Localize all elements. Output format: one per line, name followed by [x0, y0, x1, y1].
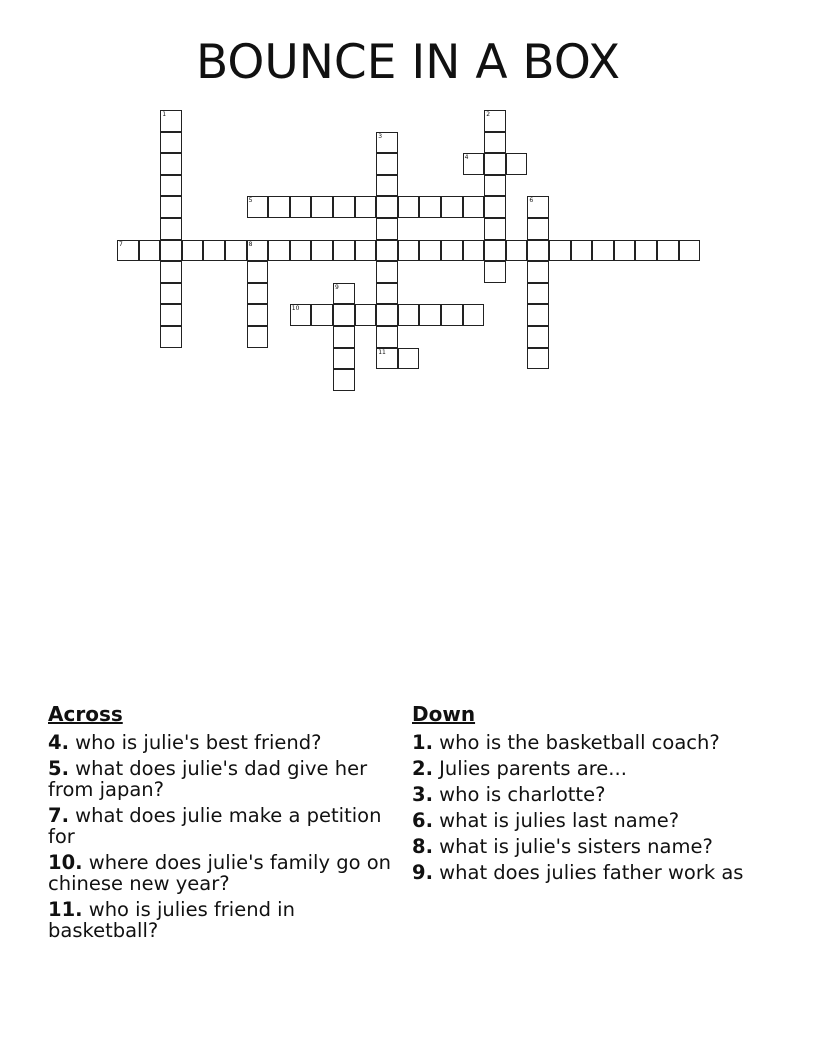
clue-number: 5. [48, 757, 69, 780]
grid-cell[interactable] [290, 240, 312, 262]
grid-cell[interactable] [376, 304, 398, 326]
clue-across-4 [48, 732, 393, 753]
cell-number: 8 [248, 240, 253, 248]
grid-cell[interactable] [398, 196, 420, 218]
grid-cell[interactable] [657, 240, 679, 262]
grid-cell[interactable] [247, 196, 269, 218]
cell-number: 7 [119, 240, 123, 248]
clue-down-6 [412, 810, 762, 831]
grid-cell[interactable] [679, 240, 701, 262]
grid-cell[interactable] [527, 326, 549, 348]
grid-cell[interactable] [355, 240, 377, 262]
grid-cell[interactable] [419, 196, 441, 218]
clue-text: what does julies father work as [432, 861, 744, 884]
clue-across-5 [48, 758, 393, 800]
puzzle-title: BOUNCE IN A BOX [195, 35, 621, 90]
grid-cell[interactable] [506, 153, 528, 175]
grid-cell[interactable] [160, 110, 182, 132]
clue-text: what is julies last name? [432, 809, 680, 832]
grid-cell[interactable] [527, 240, 549, 262]
clue-number: 9. [412, 861, 433, 884]
cell-number: 5 [248, 197, 253, 205]
grid-cell[interactable] [333, 196, 355, 218]
down-clues [412, 702, 762, 888]
grid-cell[interactable] [419, 304, 441, 326]
clue-number: 8. [412, 835, 433, 858]
grid-cell[interactable] [376, 175, 398, 197]
grid-cell[interactable] [463, 240, 485, 262]
grid-cell[interactable] [268, 240, 290, 262]
grid-cell[interactable] [463, 304, 485, 326]
grid-cell[interactable] [398, 304, 420, 326]
grid-cell[interactable] [484, 240, 506, 262]
grid-cell[interactable] [376, 348, 398, 370]
clue-text: who is julies friend in basketball? [48, 898, 295, 942]
clue-text: who is the basketball coach? [432, 731, 720, 754]
grid-cell[interactable] [247, 261, 269, 283]
clue-number: 11. [48, 898, 83, 921]
clue-across-7 [48, 805, 393, 847]
grid-cell[interactable] [484, 175, 506, 197]
grid-cell[interactable] [333, 283, 355, 305]
clue-down-2 [412, 758, 762, 779]
grid-cell[interactable] [484, 110, 506, 132]
grid-cell[interactable] [182, 240, 204, 262]
grid-cell[interactable] [376, 326, 398, 348]
grid-cell[interactable] [139, 240, 161, 262]
grid-cell[interactable] [635, 240, 657, 262]
grid-cell[interactable] [311, 240, 333, 262]
clue-number: 2. [412, 757, 433, 780]
cell-number: 4 [464, 154, 469, 162]
grid-cell[interactable] [398, 348, 420, 370]
across-clues [48, 702, 393, 946]
grid-cell[interactable] [527, 196, 549, 218]
grid-cell[interactable] [571, 240, 593, 262]
grid-cell[interactable] [376, 153, 398, 175]
grid-cell[interactable] [311, 196, 333, 218]
grid-cell[interactable] [614, 240, 636, 262]
grid-cell[interactable] [484, 153, 506, 175]
cell-number: 2 [486, 111, 491, 118]
grid-cell[interactable] [333, 240, 355, 262]
grid-cell[interactable] [117, 240, 139, 262]
grid-cell[interactable] [527, 218, 549, 240]
grid-cell[interactable] [160, 175, 182, 197]
grid-cell[interactable] [376, 196, 398, 218]
grid-cell[interactable] [290, 304, 312, 326]
grid-cell[interactable] [160, 240, 182, 262]
clue-text: who is charlotte? [432, 783, 606, 806]
cell-number: 11 [378, 348, 386, 356]
clue-number: 1. [412, 731, 433, 754]
grid-cell[interactable] [247, 304, 269, 326]
clue-number: 3. [412, 783, 433, 806]
crossword-grid [0, 0, 816, 420]
clue-number: 10. [48, 851, 83, 874]
grid-cell[interactable] [247, 283, 269, 305]
across-heading: Across [48, 702, 123, 726]
cell-number: 10 [291, 305, 300, 313]
grid-cell[interactable] [160, 196, 182, 218]
grid-cell[interactable] [506, 240, 528, 262]
grid-cell[interactable] [463, 153, 485, 175]
grid-cell[interactable] [268, 196, 290, 218]
grid-cell[interactable] [549, 240, 571, 262]
clue-text: what is julie's sisters name? [432, 835, 713, 858]
grid-cell[interactable] [484, 218, 506, 240]
grid-cell[interactable] [376, 132, 398, 154]
grid-cell[interactable] [160, 283, 182, 305]
grid-cell[interactable] [311, 304, 333, 326]
grid-cell[interactable] [333, 304, 355, 326]
grid-cell[interactable] [527, 304, 549, 326]
clue-down-3 [412, 784, 762, 805]
grid-cell[interactable] [290, 196, 312, 218]
clue-text: where does julie's family go on chinese new year? [48, 851, 392, 895]
grid-cell[interactable] [247, 326, 269, 348]
cell-number: 6 [529, 197, 534, 205]
clue-down-8 [412, 836, 762, 857]
grid-cell[interactable] [333, 326, 355, 348]
grid-cell[interactable] [355, 304, 377, 326]
grid-cell[interactable] [419, 240, 441, 262]
grid-cell[interactable] [376, 283, 398, 305]
grid-cell[interactable] [160, 261, 182, 283]
grid-cell[interactable] [355, 196, 377, 218]
grid-cell[interactable] [160, 132, 182, 154]
cell-number: 1 [162, 111, 167, 118]
grid-cell[interactable] [376, 261, 398, 283]
clue-text: what does julie make a petition for [48, 804, 382, 848]
grid-cell[interactable] [441, 196, 463, 218]
grid-cell[interactable] [463, 196, 485, 218]
grid-cell[interactable] [225, 240, 247, 262]
grid-cell[interactable] [160, 304, 182, 326]
grid-cell[interactable] [484, 261, 506, 283]
grid-cell[interactable] [203, 240, 225, 262]
grid-cell[interactable] [441, 240, 463, 262]
clue-number: 4. [48, 731, 69, 754]
clue-text: who is julie's best friend? [68, 731, 322, 754]
grid-cell[interactable] [376, 240, 398, 262]
grid-cell[interactable] [484, 196, 506, 218]
grid-cell[interactable] [247, 240, 269, 262]
grid-cell[interactable] [160, 153, 182, 175]
grid-cell[interactable] [376, 218, 398, 240]
grid-cell[interactable] [398, 240, 420, 262]
clue-down-1 [412, 732, 762, 753]
down-heading: Down [412, 702, 476, 726]
cell-number: 9 [335, 283, 339, 291]
grid-cell[interactable] [592, 240, 614, 262]
grid-cell[interactable] [441, 304, 463, 326]
grid-cell[interactable] [527, 283, 549, 305]
clue-text: Julies parents are... [432, 757, 627, 780]
grid-cell[interactable] [527, 261, 549, 283]
grid-cell[interactable] [333, 348, 355, 370]
clue-number: 6. [412, 809, 433, 832]
cell-number: 3 [378, 132, 383, 140]
grid-cell[interactable] [160, 326, 182, 348]
clue-down-9 [412, 862, 762, 883]
grid-cell[interactable] [484, 132, 506, 154]
clue-text: what does julie's dad give her from japan? [48, 757, 368, 801]
clue-number: 7. [48, 804, 69, 827]
grid-cell[interactable] [160, 218, 182, 240]
grid-cell[interactable] [333, 369, 355, 391]
clue-across-10 [48, 852, 393, 894]
clue-across-11 [48, 899, 393, 941]
grid-cell[interactable] [527, 348, 549, 370]
